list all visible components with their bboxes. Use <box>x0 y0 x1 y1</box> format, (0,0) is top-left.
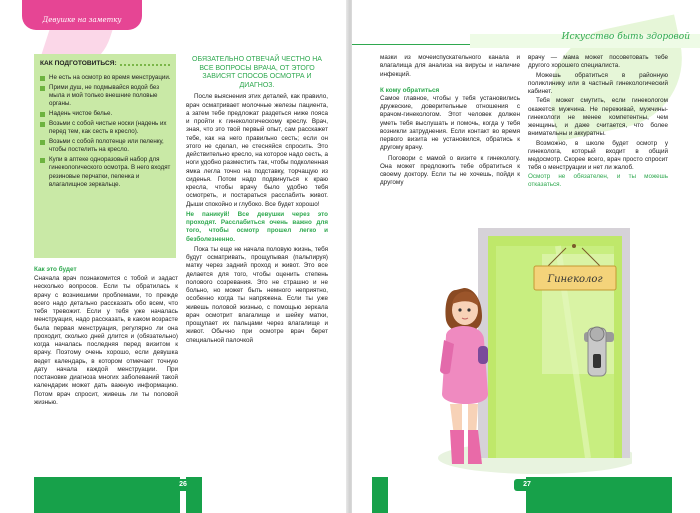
body-text: врачу — мама может посоветовать тебе другого хорошего специалиста. <box>528 54 668 70</box>
section-heading: Как это будет <box>34 266 77 273</box>
section-tab <box>22 0 142 30</box>
highlight-text: Осмотр не обязателен, и ты можешь отказаться. <box>528 172 668 188</box>
dotted-divider <box>120 64 170 66</box>
door-illustration <box>438 228 632 480</box>
checklist-item: Не есть на осмотр во время менструации. <box>40 74 172 82</box>
body-text: мазки из мочеиспускательного канала и влагалища для анализа на вирусы и наличие инфекций. <box>380 54 520 78</box>
checklist-title: КАК ПОДГОТОВИТЬСЯ: <box>40 60 117 67</box>
door-sign-text: Гинеколог <box>547 274 603 285</box>
preparation-checklist-box <box>34 54 176 258</box>
page-number: 27 <box>514 479 540 491</box>
running-header <box>470 34 700 48</box>
body-text: Самое главное, чтобы у тебя установились дружеские, доверительные отношения с врачом-гинекологом. Этот человек должен уметь тебя выслушать и помочь, когда у тебя возникли затруднения. Если контакт во время первого визита не установился, обратись к другому врачу. <box>380 94 520 152</box>
bottom-bar <box>372 477 388 513</box>
checklist-item: Надень чистое белье. <box>40 110 172 118</box>
checklist-item: Прими душ, не подмывайся водой без мыла и мой только внешние половые органы. <box>40 84 172 108</box>
body-text: Сначала врач познакомится с тобой и задаст несколько вопросов. Если ты обратилась к врачу с возникшими проблемами, то прежде всего надо детально рассказать обо всем, что тебя тревожит. Если у тебя уже началась менструация, надо рассказать, в каком возрасте была первая менструация, регулярно ли она проходит, сколько дней длится и (обязательно) когда началась последняя перед визитом к врачу. Поэтому очень хорошо, если девушка ведет календарь, в котором отмечает точную дату начала каждой менструации. При постановке диагноза многих заболеваний такой календарик может дать важную информацию. Потом врач спросит, живешь ли ты половой жизнью. <box>34 275 178 406</box>
running-header-title: Искусство быть здоровой <box>561 32 690 42</box>
intro-highlight: ОБЯЗАТЕЛЬНО ОТВЕЧАЙ ЧЕСТНО НА ВСЕ ВОПРОСЫ ВРАЧА, ОТ ЭТОГО ЗАВИСЯТ СПОСОБ ОСМОТРА И ДИАГНОЗ. <box>192 56 322 89</box>
checklist-item: Купи в аптеке одноразовый набор для гинекологического осмотра. В него входят резиновые перчатки, пеленка и влагалищное зеркальце. <box>40 156 172 188</box>
body-text: Пока ты еще не начала половую жизнь, тебя будут осматривать, прощупывая (пальпируя) матку через задний проход и живот. Это все делается для того, чтобы оценить степень полового созревания. Это не страшно и не больно, но может быть немного неприятно, особенно когда ты напряжена. Если ты уже живешь половой жизнью, с помощью зеркала врач осмотрит влагалище и шейку матки, прощупает их пальцами через влагалище и живот. Обычно при осмотре врач берет специальной палочкой <box>186 245 328 344</box>
bottom-bar <box>526 477 672 513</box>
right-column-2 <box>528 54 668 189</box>
section-heading: К кому обратиться <box>380 86 440 94</box>
body-text: Можешь обратиться в районную поликлинику или в частный гинекологический кабинет. <box>528 71 668 95</box>
tip-text: Не паникуй! Все девушки через это проходят. Расслабиться очень важно для того, чтобы осмотр прошел легко и безболезненно. <box>186 210 328 243</box>
bottom-bar <box>34 477 180 513</box>
illustration-doctor-door <box>438 228 632 480</box>
right-page <box>352 0 700 513</box>
body-text: После выяснения этих деталей, как правило, врач осматривает молочные железы пациента, а затем тебе предложат раздеться ниже пояса и пройти к гинекологическому креслу. Врач, зная, что это твой первый опыт, сам расскажет тебе, как на него правильно сесть; если он этого не сделал, не стесняйся спросить. Это действительно кресло, на которое надо сесть, а ноги удобно разместить так, чтобы подколенная ямка легла точно на подставку, торчащую из сиденья. Потом надо подвинуться к краю кресла, чтобы врачу было удобно тебя осмотреть, и постараться расслабить живот. Дыши спокойно и глубоко. Все будет хорошо! <box>186 93 328 208</box>
checklist-item: Возьми с собой чистые носки (надень их перед тем, как сесть в кресло). <box>40 120 172 136</box>
section-tab-label: Девушке на заметку <box>42 16 122 24</box>
checklist-item: Возьми с собой полотенце или пеленку, чтобы постелить на кресло. <box>40 138 172 154</box>
left-page <box>0 0 348 513</box>
body-text: Тебя может смутить, если гинекологом окажется мужчина. Не переживай, мужчины-гинекологи не менее компетентны, чем женщины, и даже считается, что более внимательны и аккуратны. <box>528 97 668 138</box>
body-text: Поговори с мамой о визите к гинекологу. Она может предложить тебе обратиться к своему доктору. Если ты не хочешь, пойди к другому <box>380 154 520 187</box>
left-column-1 <box>34 266 178 407</box>
checklist <box>40 74 172 191</box>
right-column-1 <box>380 54 520 188</box>
page-number: 26 <box>170 479 196 491</box>
body-text: Возможно, в школе будет осмотр у гинеколога, который входит в общий медосмотр. Скорее всего, врач просто спросит тебя о менструации и нет ли жалоб. <box>528 139 668 172</box>
left-column-2 <box>186 56 328 345</box>
